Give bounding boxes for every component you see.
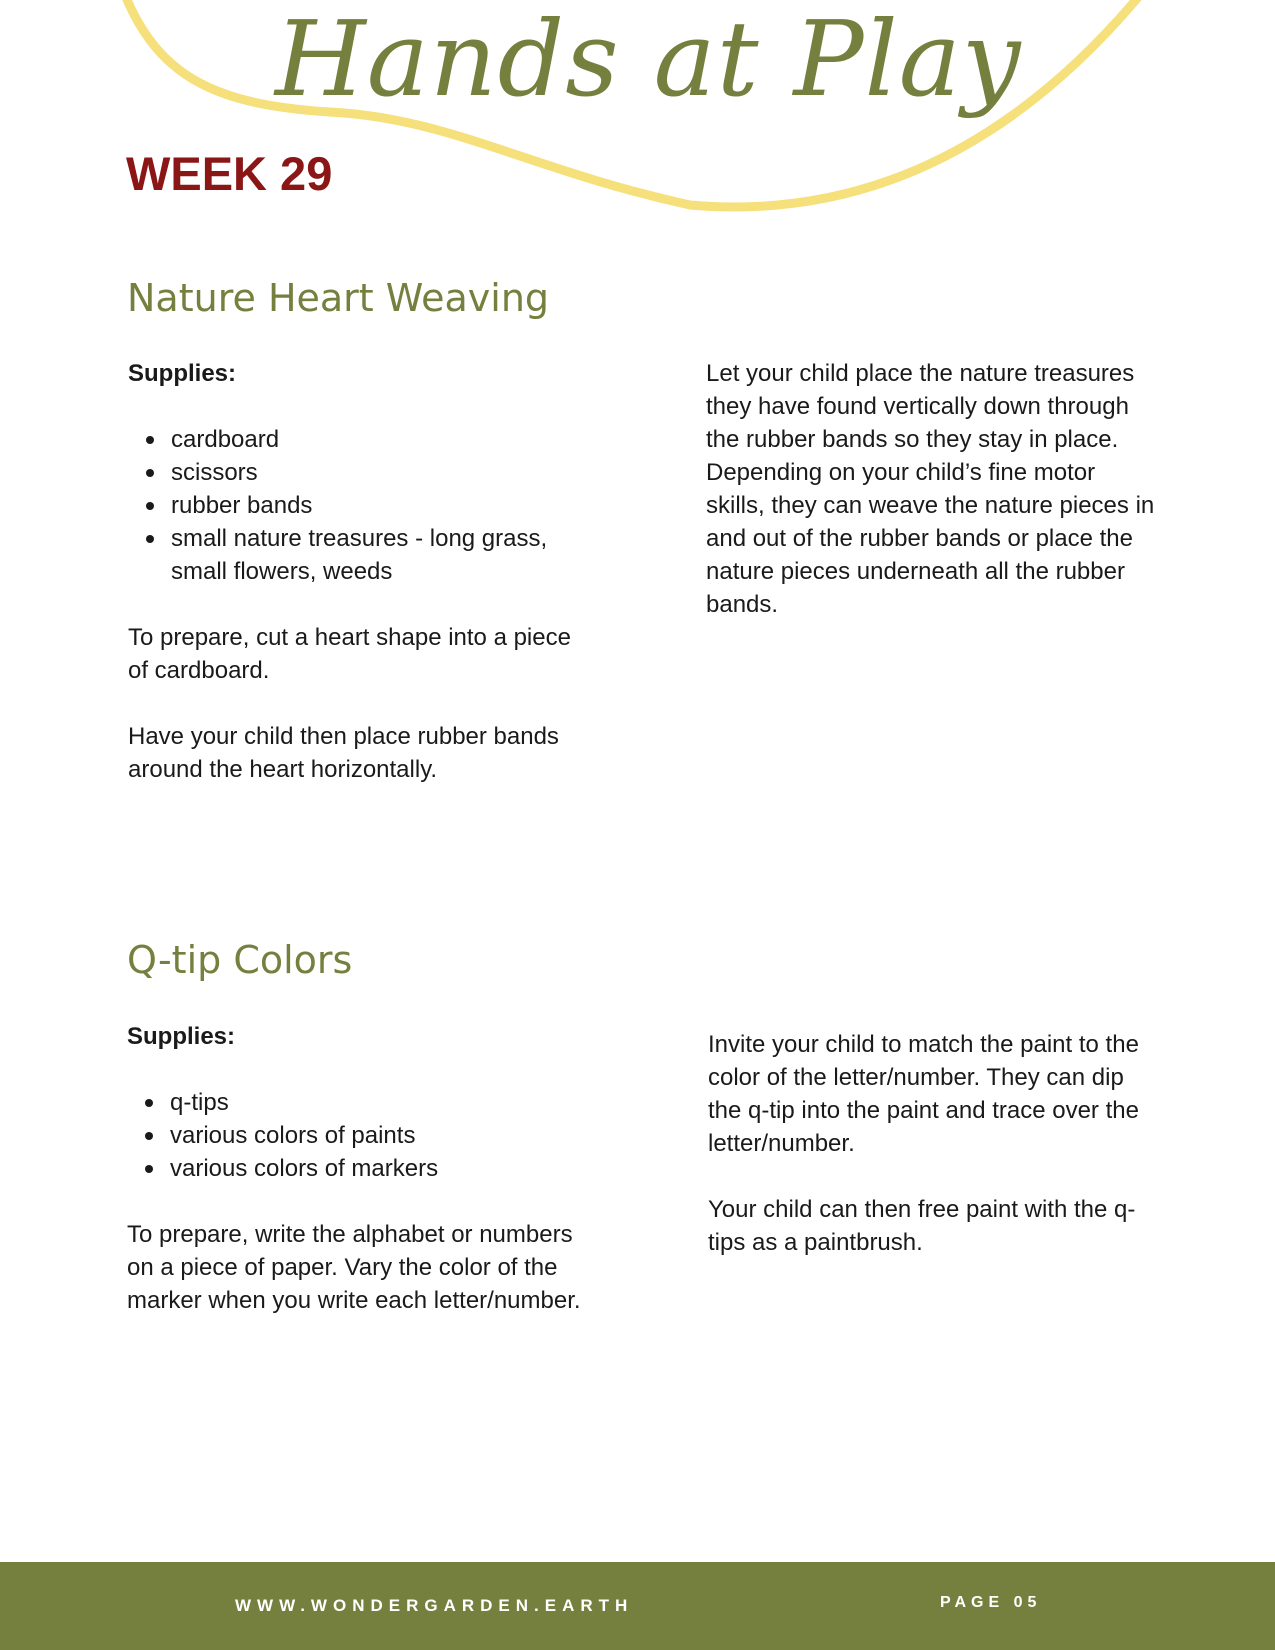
activity-title: Q-tip Colors	[127, 938, 353, 982]
activity-right-column	[708, 1028, 1158, 1259]
page-script-title: Hands at Play	[275, 0, 1022, 120]
page-footer	[0, 1562, 1275, 1650]
supply-item: scissors	[128, 456, 588, 489]
activity-right-column	[706, 357, 1156, 621]
supply-item: q-tips	[127, 1086, 587, 1119]
activity-title: Nature Heart Weaving	[127, 276, 550, 320]
supply-item: small nature treasures - long grass, small flowers, weeds	[128, 522, 588, 588]
instruction-paragraph: Invite your child to match the paint to the color of the letter/number. They can dip the q-tip into the paint and trace over the letter/number.	[708, 1031, 1139, 1157]
week-heading: WEEK 29	[126, 147, 333, 200]
instruction-paragraph: Your child can then free paint with the q-tips as a paintbrush.	[708, 1196, 1136, 1256]
activity-left-column	[128, 357, 588, 786]
supply-item: cardboard	[128, 423, 588, 456]
footer-page-number: PAGE 05	[940, 1594, 1042, 1611]
supplies-label: Supplies:	[127, 1023, 236, 1050]
supply-item: various colors of paints	[127, 1119, 587, 1152]
instruction-paragraph: Let your child place the nature treasures they have found vertically down through the rubber bands so they stay in place. Depending on your child’s fine motor skills, they can weave the nature pieces in and out of the rubber bands or place the nature pieces underneath all the rubber bands.	[706, 360, 1155, 618]
supplies-list	[127, 1086, 587, 1185]
supply-item: various colors of markers	[127, 1152, 587, 1185]
footer-website-link[interactable]: WWW.WONDERGARDEN.EARTH	[235, 1596, 634, 1615]
instruction-paragraph: To prepare, cut a heart shape into a piece of cardboard.	[128, 624, 571, 684]
instruction-paragraph: To prepare, write the alphabet or numbers on a piece of paper. Vary the color of the marker when you write each letter/number.	[127, 1221, 581, 1314]
supply-item: rubber bands	[128, 489, 588, 522]
supplies-label: Supplies:	[128, 360, 237, 387]
activity-left-column	[127, 1020, 587, 1317]
supplies-list	[128, 423, 588, 588]
instruction-paragraph: Have your child then place rubber bands around the heart horizontally.	[128, 723, 559, 783]
